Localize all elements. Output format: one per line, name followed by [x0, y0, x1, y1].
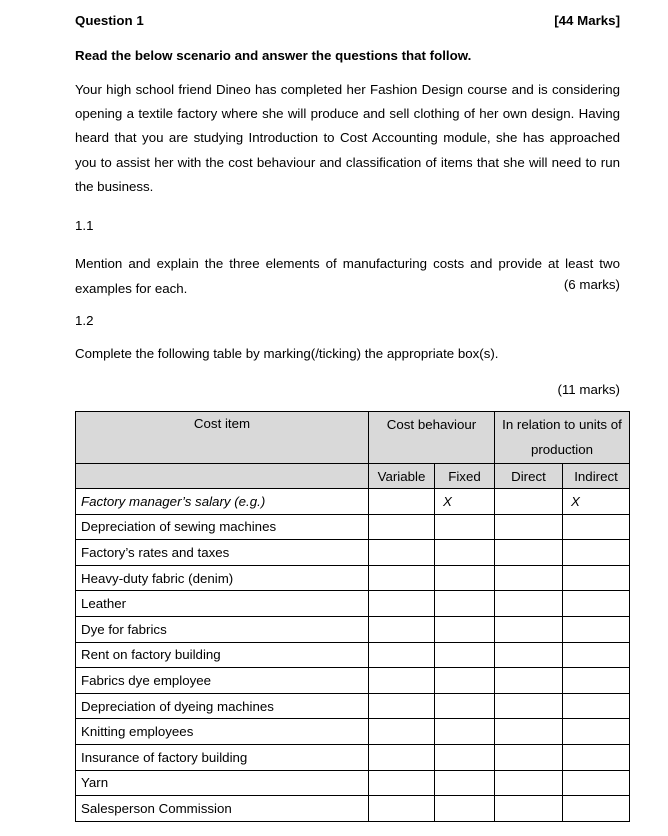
direct-checkbox-cell[interactable] [495, 770, 563, 796]
table-header-row [76, 412, 630, 464]
subheader-fixed: Fixed [435, 464, 495, 489]
indirect-checkbox-cell[interactable] [563, 565, 630, 591]
table-row [76, 719, 630, 745]
fixed-checkbox-cell[interactable] [435, 616, 495, 642]
cost-item-cell: Dye for fabrics [76, 616, 369, 642]
indirect-checkbox-cell[interactable] [563, 796, 630, 822]
table-row [76, 514, 630, 540]
cost-item-cell: Depreciation of sewing machines [76, 514, 369, 540]
direct-checkbox-cell[interactable] [495, 565, 563, 591]
variable-checkbox-cell[interactable] [369, 591, 435, 617]
example-cost-item: Factory manager’s salary (e.g.) [76, 489, 369, 515]
cost-item-cell: Salesperson Commission [76, 796, 369, 822]
header-cost-behaviour: Cost behaviour [369, 412, 495, 464]
table-row [76, 616, 630, 642]
fixed-checkbox-cell[interactable] [435, 642, 495, 668]
table-subheader-row [76, 464, 630, 489]
indirect-checkbox-cell[interactable] [563, 591, 630, 617]
indirect-checkbox-cell[interactable] [563, 693, 630, 719]
table-row [76, 744, 630, 770]
indirect-checkbox-cell[interactable] [563, 540, 630, 566]
indirect-checkbox-cell[interactable] [563, 744, 630, 770]
question-1-2-text: Complete the following table by marking(/ticking) the appropriate box(s). [75, 346, 499, 361]
indirect-checkbox-cell[interactable] [563, 719, 630, 745]
table-row [76, 591, 630, 617]
variable-checkbox-cell[interactable] [369, 642, 435, 668]
indirect-checkbox-cell[interactable] [563, 642, 630, 668]
variable-checkbox-cell[interactable] [369, 744, 435, 770]
subheader-indirect: Indirect [563, 464, 630, 489]
direct-checkbox-cell[interactable] [495, 514, 563, 540]
variable-checkbox-cell[interactable] [369, 565, 435, 591]
fixed-checkbox-cell[interactable] [435, 744, 495, 770]
question-title: Question 1 [75, 13, 144, 28]
fixed-checkbox-cell[interactable] [435, 796, 495, 822]
fixed-checkbox-cell[interactable] [435, 514, 495, 540]
example-indirect-cell[interactable]: X [563, 489, 630, 515]
question-total-marks: [44 Marks] [554, 13, 620, 28]
direct-checkbox-cell[interactable] [495, 744, 563, 770]
example-fixed-cell[interactable]: X [435, 489, 495, 515]
cost-item-cell: Depreciation of dyeing machines [76, 693, 369, 719]
variable-checkbox-cell[interactable] [369, 719, 435, 745]
cost-item-cell: Knitting employees [76, 719, 369, 745]
cost-item-cell: Insurance of factory building [76, 744, 369, 770]
indirect-checkbox-cell[interactable] [563, 514, 630, 540]
cost-item-cell: Heavy-duty fabric (denim) [76, 565, 369, 591]
header-cost-item: Cost item [76, 412, 369, 464]
indirect-checkbox-cell[interactable] [563, 770, 630, 796]
cost-item-cell: Fabrics dye employee [76, 668, 369, 694]
variable-checkbox-cell[interactable] [369, 616, 435, 642]
variable-checkbox-cell[interactable] [369, 796, 435, 822]
example-variable-cell[interactable] [369, 489, 435, 515]
question-1-1-text: Mention and explain the three elements of manufacturing costs and provide at least two examples for each. [75, 256, 620, 296]
subheader-blank [76, 464, 369, 489]
question-1-1-number: 1.1 [75, 218, 94, 233]
question-1-1-marks: (6 marks) [563, 277, 620, 292]
cost-item-cell: Leather [76, 591, 369, 617]
direct-checkbox-cell[interactable] [495, 616, 563, 642]
table-row [76, 565, 630, 591]
scenario-paragraph: Your high school friend Dineo has completed her Fashion Design course and is considering opening a textile factory where she will produce and sell clothing of her own design. Having heard that you are studying Introduction to Cost Accounting module, she has approached you to assist her with the cost behaviour and classification of items that she will need to run the business. [75, 82, 620, 194]
direct-checkbox-cell[interactable] [495, 693, 563, 719]
question-header [75, 13, 620, 28]
indirect-checkbox-cell[interactable] [563, 668, 630, 694]
variable-checkbox-cell[interactable] [369, 770, 435, 796]
instruction-text: Read the below scenario and answer the questions that follow. [75, 48, 472, 63]
fixed-checkbox-cell[interactable] [435, 693, 495, 719]
fixed-checkbox-cell[interactable] [435, 770, 495, 796]
subheader-variable: Variable [369, 464, 435, 489]
table-row [76, 540, 630, 566]
fixed-checkbox-cell[interactable] [435, 565, 495, 591]
example-direct-cell[interactable] [495, 489, 563, 515]
variable-checkbox-cell[interactable] [369, 540, 435, 566]
cost-classification-table [75, 411, 630, 822]
cost-item-cell: Factory’s rates and taxes [76, 540, 369, 566]
table-row [76, 642, 630, 668]
variable-checkbox-cell[interactable] [369, 514, 435, 540]
direct-checkbox-cell[interactable] [495, 642, 563, 668]
table-row-example [76, 489, 630, 515]
table-row [76, 770, 630, 796]
cost-item-cell: Rent on factory building [76, 642, 369, 668]
cost-item-cell: Yarn [76, 770, 369, 796]
indirect-checkbox-cell[interactable] [563, 616, 630, 642]
direct-checkbox-cell[interactable] [495, 591, 563, 617]
question-1-2-number: 1.2 [75, 313, 94, 328]
direct-checkbox-cell[interactable] [495, 719, 563, 745]
fixed-checkbox-cell[interactable] [435, 540, 495, 566]
table-row [76, 668, 630, 694]
direct-checkbox-cell[interactable] [495, 540, 563, 566]
fixed-checkbox-cell[interactable] [435, 668, 495, 694]
direct-checkbox-cell[interactable] [495, 796, 563, 822]
variable-checkbox-cell[interactable] [369, 693, 435, 719]
question-1-2-marks: (11 marks) [557, 382, 620, 397]
header-relation-units: In relation to units of production [495, 412, 630, 464]
table-row [76, 796, 630, 822]
fixed-checkbox-cell[interactable] [435, 719, 495, 745]
subheader-direct: Direct [495, 464, 563, 489]
variable-checkbox-cell[interactable] [369, 668, 435, 694]
table-row [76, 693, 630, 719]
fixed-checkbox-cell[interactable] [435, 591, 495, 617]
direct-checkbox-cell[interactable] [495, 668, 563, 694]
